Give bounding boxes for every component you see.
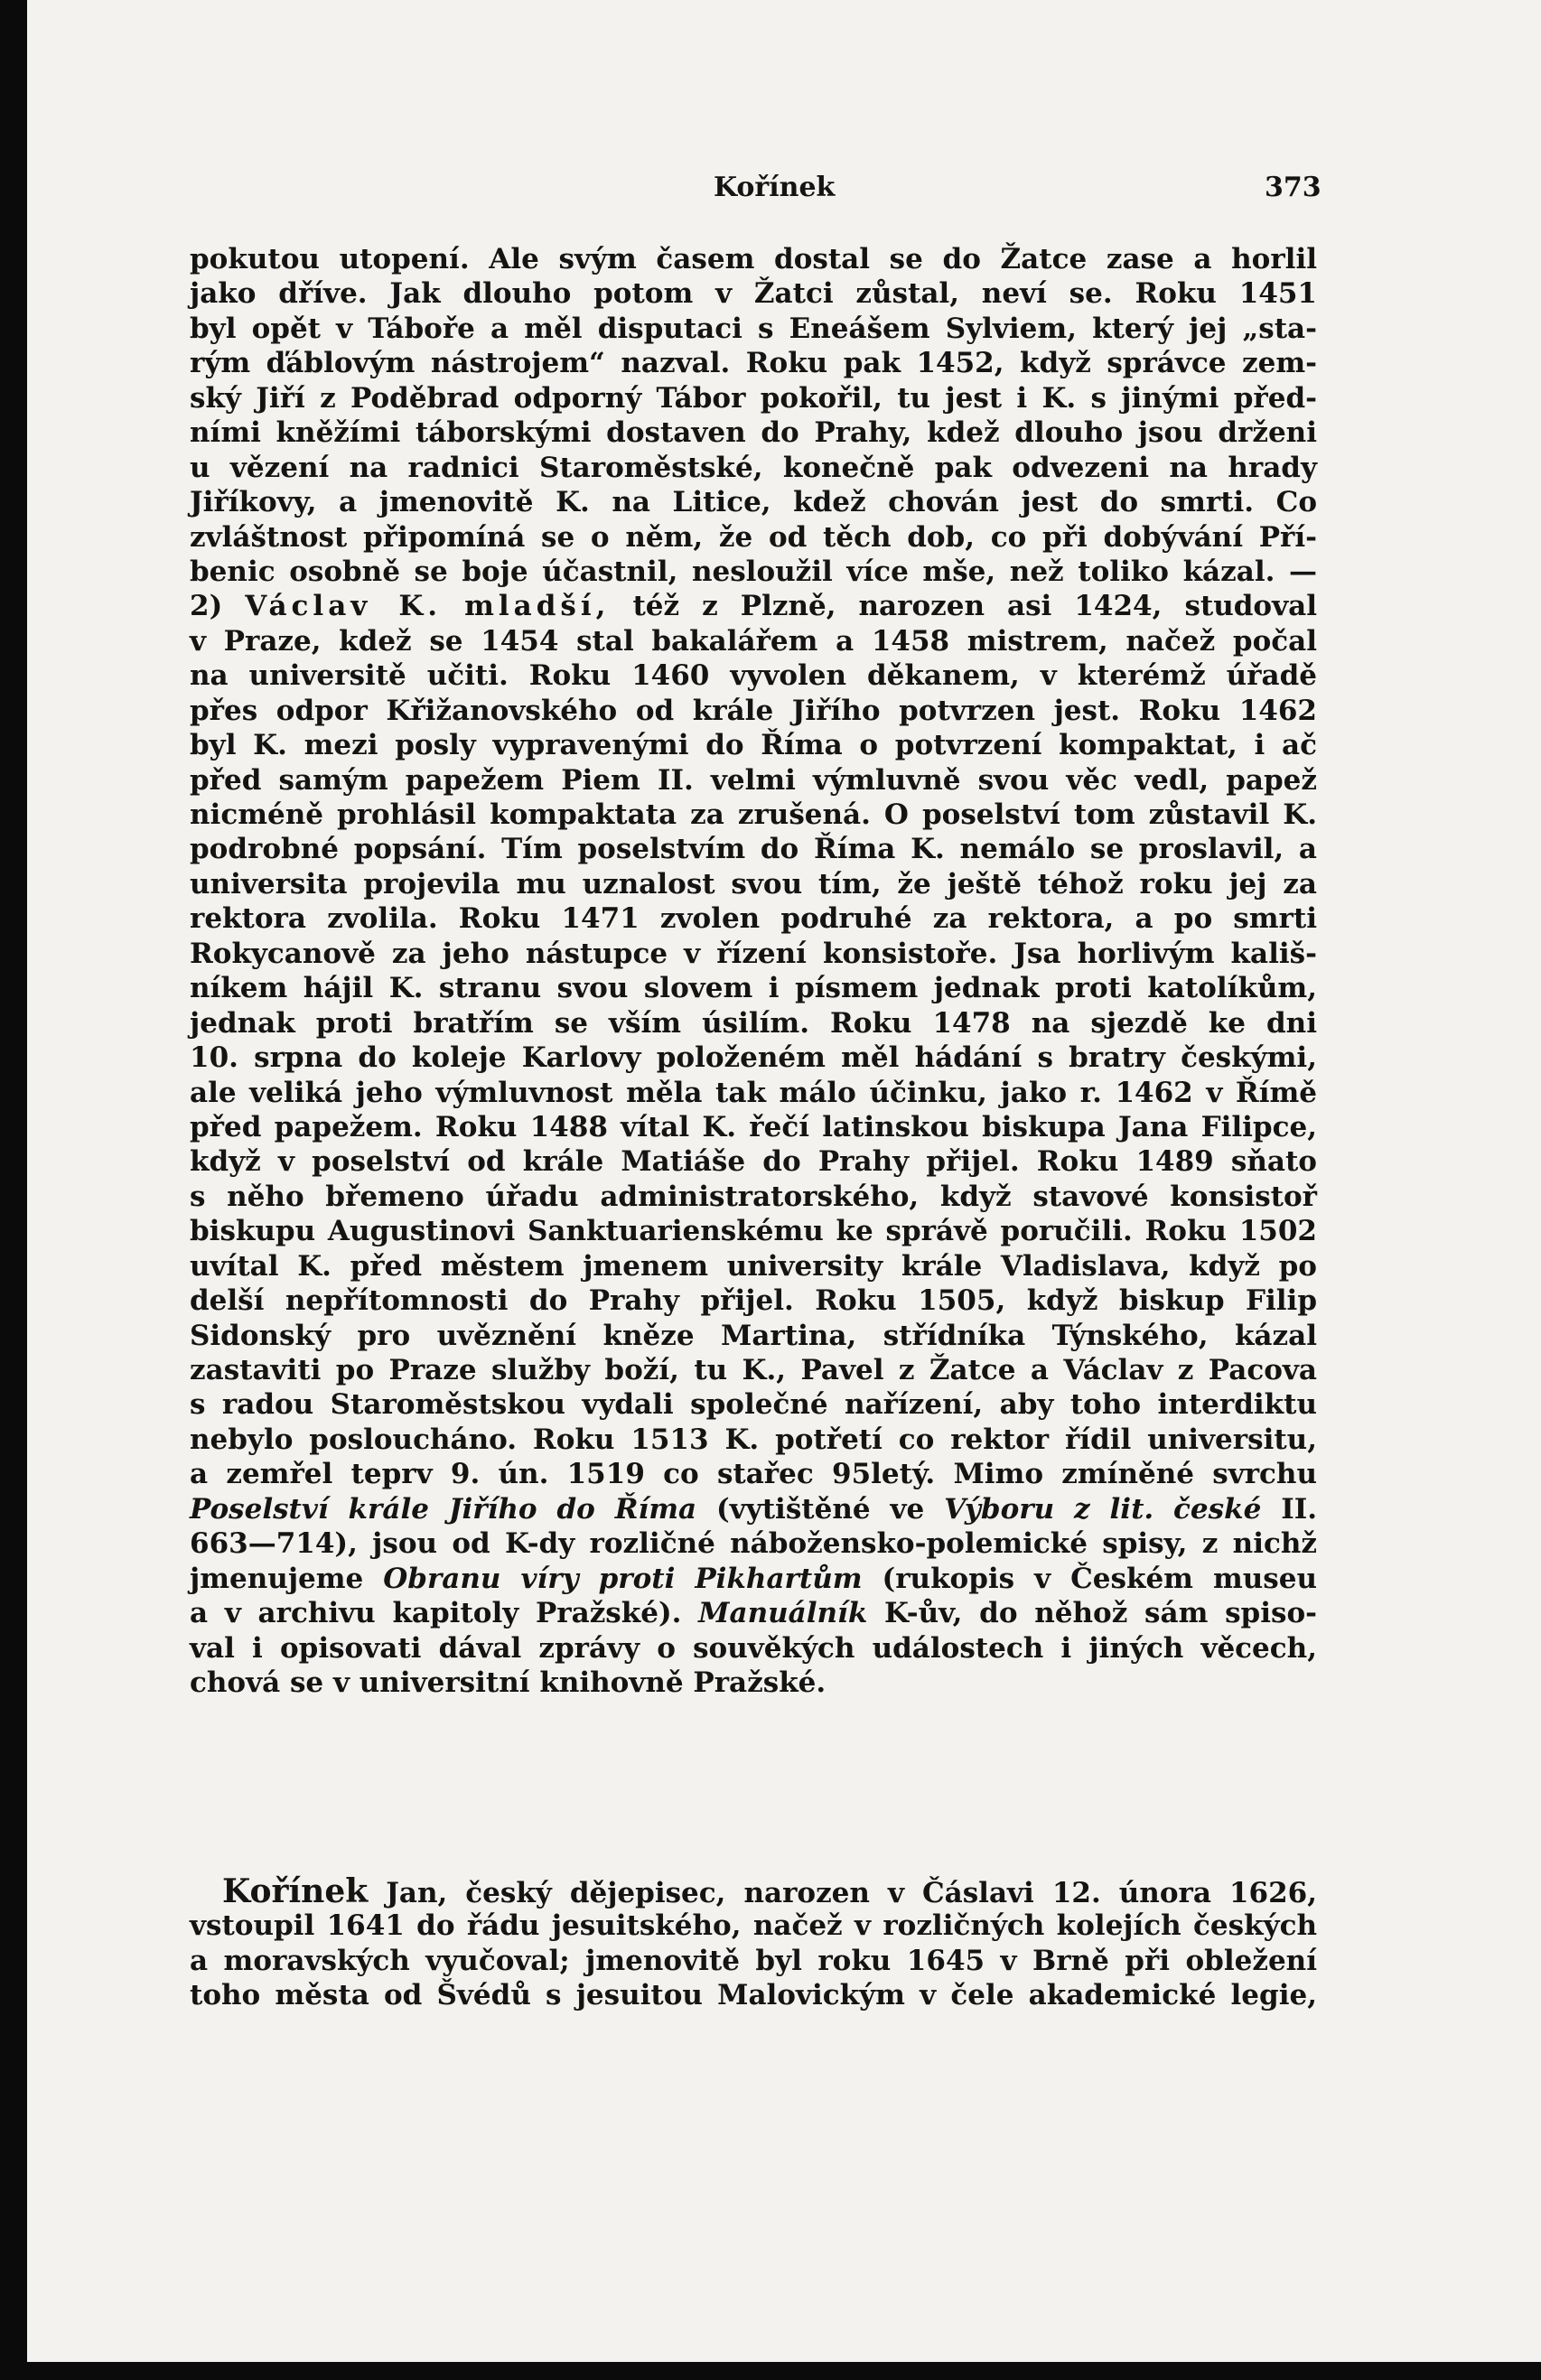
text-line: jako dříve. Jak dlouho potom v Žatci zůstal, neví se. Roku 1451 [190, 277, 1317, 311]
running-title: Kořínek [714, 172, 836, 203]
text-line: 663—714), jsou od K-dy rozličné nábožensko-polemické spisy, z nichž [190, 1527, 1317, 1561]
text-line [190, 1562, 1317, 1596]
text-line: ský Jiří z Poděbrad odporný Tábor pokořil, tu jest i K. s jinými před- [190, 381, 1317, 415]
text-line: byl K. mezi posly vypravenými do Říma o potvrzení kompaktat, i ač [190, 729, 1317, 762]
text-span: II. [1281, 1492, 1318, 1526]
text-line: s radou Staroměstskou vydali společné nařízení, aby toho interdiktu [190, 1388, 1317, 1422]
text-line: a moravských vyučoval; jmenovitě byl roku 1645 v Brně při obležení [190, 1944, 1317, 1977]
text-line: podrobné popsání. Tím poselstvím do Říma K. nemálo se proslavil, a [190, 833, 1317, 866]
italic-title: Poselství krále Jiřího do Říma [190, 1492, 697, 1526]
text-span: jmenujeme [190, 1562, 364, 1595]
text-line: níkem hájil K. stranu svou slovem i písmem jednak proti katolíkům, [190, 972, 1317, 1005]
text-line: byl opět v Táboře a měl disputaci s Eneášem Sylviem, který jej „sta- [190, 312, 1317, 345]
italic-title: Výboru z lit. české [944, 1492, 1262, 1526]
text-line: benic osobně se boje účastnil, nesloužil více mše, než toliko kázal. — [190, 555, 1317, 588]
subentry-epithet: mladší, [464, 590, 611, 623]
italic-title: Manuálník [698, 1597, 868, 1630]
text-line: Sidonský pro uvěznění kněze Martina, střídníka Týnského, kázal [190, 1319, 1317, 1352]
scan-border-bottom [0, 2362, 1541, 2380]
text-line: zvláštnost připomíná se o něm, že od těch dob, co při dobývání Pří- [190, 520, 1317, 554]
text-line: vstoupil 1641 do řádu jesuitského, načež v rozličných kolejích českých [190, 1909, 1317, 1943]
text-span: K-ův, do něhož sám spiso- [884, 1597, 1318, 1630]
text-line: a zemřel teprv 9. ún. 1519 co stařec 95letý. Mimo zmíněné svrchu [190, 1458, 1317, 1491]
italic-title: Obranu víry proti Pikhartům [383, 1562, 863, 1595]
text-line: nicméně prohlásil kompaktata za zrušená. O poselství tom zůstavil K. [190, 798, 1317, 831]
text-line: u vězení na radnici Staroměstské, konečně pak odvezeni na hrady [190, 451, 1317, 484]
subentry-text: též z Plzně, narozen asi 1424, studoval [632, 590, 1317, 623]
text-line: pokutou utopení. Ale svým časem dostal se do Žatce zase a horlil [190, 243, 1317, 275]
text-line: ale veliká jeho výmluvnost měla tak málo účinku, jako r. 1462 v Římě [190, 1076, 1317, 1109]
page-number: 373 [1265, 172, 1322, 203]
text-line: biskupu Augustinovi Sanktuarienskému ke správě poručili. Roku 1502 [190, 1215, 1317, 1248]
text-line: s něho břemeno úřadu administratorského, když stavové konsistoř [190, 1180, 1317, 1213]
text-line: když v poselství od krále Matiáše do Prahy přijel. Roku 1489 sňato [190, 1145, 1317, 1179]
subentry-line [190, 589, 1317, 623]
text-line [190, 1492, 1317, 1526]
text-line: Rokycanově za jeho nástupce v řízení konsistoře. Jsa horlivým kališ- [190, 937, 1317, 970]
text-line: ními kněžími táborskými dostaven do Prahy, kdež dlouho jsou drženi [190, 416, 1317, 450]
text-line: v Praze, kdež se 1454 stal bakalářem a 1458 mistrem, načež počal [190, 624, 1317, 658]
text-line: uvítal K. před městem jmenem university krále Vladislava, když po [190, 1249, 1317, 1283]
text-line: nebylo posloucháno. Roku 1513 K. potřetí co rektor řídil universitu, [190, 1423, 1317, 1456]
text-span: (vytištěné ve [716, 1492, 925, 1526]
text-line: před samým papežem Piem II. velmi výmluvně svou věc vedl, papež [190, 763, 1317, 797]
text-line: před papežem. Roku 1488 vítal K. řečí latinskou biskupa Jana Filipce, [190, 1110, 1317, 1143]
text-line: Jiříkovy, a jmenovitě K. na Litice, kdež chován jest do smrti. Co [190, 486, 1317, 519]
scan-border-left [0, 0, 27, 2380]
text-line: zastaviti po Praze služby boží, tu K., Pavel z Žatce a Václav z Pacova [190, 1354, 1317, 1386]
text-line: na universitě učiti. Roku 1460 vyvolen děkanem, v kterémž úřadě [190, 659, 1317, 693]
entry-headword: Kořínek [222, 1872, 369, 1910]
text-line [190, 1596, 1317, 1630]
text-line: delší nepřítomnosti do Prahy přijel. Roku 1505, když biskup Filip [190, 1284, 1317, 1318]
text-line: universita projevila mu uznalost svou tím, že ještě téhož roku jej za [190, 867, 1317, 901]
text-line: přes odpor Křižanovského od krále Jiřího potvrzen jest. Roku 1462 [190, 694, 1317, 727]
text-span: (rukopis v Českém museu [882, 1562, 1318, 1595]
text-line: rým ďáblovým nástrojem“ nazval. Roku pak 1452, když správce zem- [190, 347, 1317, 380]
text-line: chová se v universitní knihovně Pražské. [190, 1666, 827, 1699]
text-line: rektora zvolila. Roku 1471 zvolen podruhé za rektora, a po smrti [190, 902, 1317, 936]
text-line: 10. srpna do koleje Karlovy položeném měl hádání s bratry českými, [190, 1041, 1317, 1075]
page-header [0, 163, 1541, 217]
entry-first-text: Jan, český dějepisec, narozen v Čáslavi 12. února 1626, [386, 1877, 1317, 1909]
entry-first-line [190, 1874, 1317, 1909]
text-span: a v archivu kapitoly Pražské). [190, 1597, 682, 1630]
text-line: jednak proti bratřím se vším úsilím. Roku 1478 na sjezdě ke dni [190, 1006, 1317, 1040]
subentry-name: Václav K. [245, 590, 443, 623]
previous-entry-text [190, 242, 1317, 1700]
text-line: val i opisovati dával zprávy o souvěkých událostech i jiných věcech, [190, 1631, 1317, 1665]
entry-korinek-jan [190, 1874, 1317, 2013]
subentry-number: 2) [190, 590, 223, 623]
text-line: toho města od Švédů s jesuitou Malovickým v čele akademické legie, [190, 1979, 1317, 2012]
